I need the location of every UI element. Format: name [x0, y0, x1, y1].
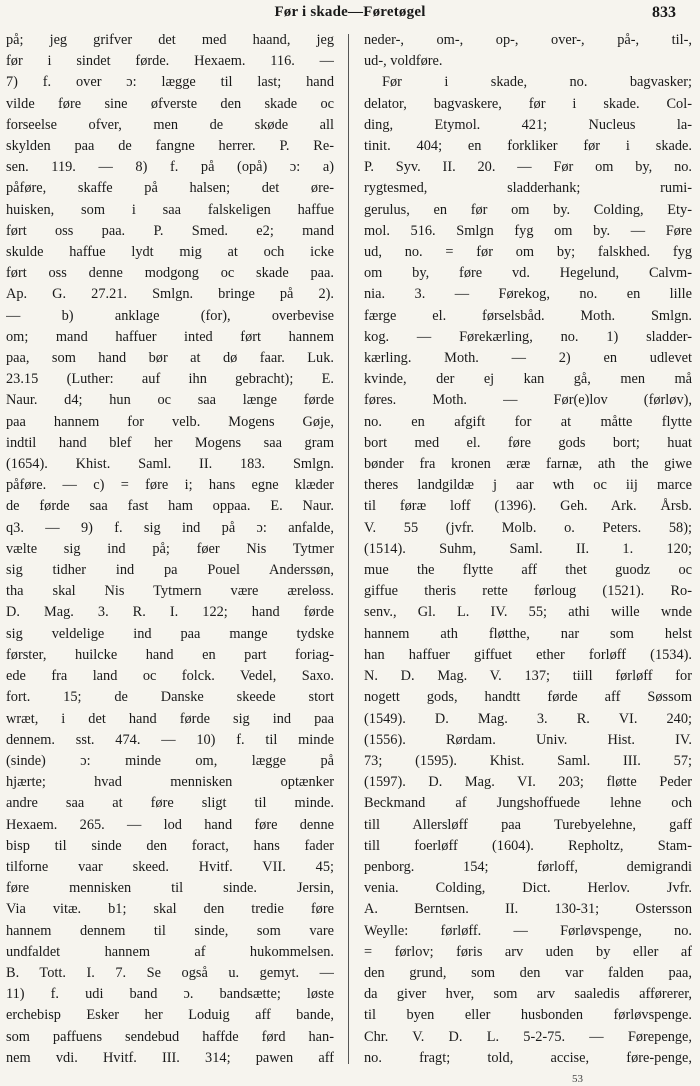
text-line: til byen eller husbonden førløvspenge. [364, 1007, 692, 1024]
text-line: skylden paa de fangne herrer. P. Re- [6, 138, 334, 155]
text-line: nogett gods, handtt førde aff Søssom [364, 689, 692, 706]
text-line: om; mand haffuer inted ført hannem [6, 328, 334, 345]
text-line: mol. 516. Smlgn fyg om by. — Føre [364, 222, 692, 239]
text-line: ding, Etymol. 421; Nucleus la- [364, 116, 692, 133]
text-line: til føræ loff (1396). Geh. Ark. Årsb. [364, 498, 692, 515]
text-line: till foerløff (1604). Repholtz, Stam- [364, 837, 692, 854]
text-line: kvinde, der ej kan gå, men må [364, 371, 692, 388]
text-line: Beckmand af Jungshoffuede lehne och [364, 795, 692, 812]
right-column [364, 30, 692, 1070]
text-line: senv., Gl. L. IV. 55; athi wille wnde [364, 604, 692, 621]
text-line: N. D. Mag. V. 137; tiill førløff for [364, 668, 692, 685]
left-column [6, 30, 334, 1070]
text-line: V. 55 (jvfr. Molb. o. Peters. 58); [364, 519, 692, 536]
text-line: sen. 119. — 8) f. på (opå) ɔ: a) [6, 159, 334, 176]
text-line: hannem dennem til sinde, som vare [6, 922, 334, 939]
text-line: ud, no. = før om by; falskhed. fyg [364, 244, 692, 261]
column-divider [348, 34, 349, 1064]
text-line: (sinde) ɔ: minde om, lægge på [6, 752, 334, 769]
text-line: gerulus, en før om by. Colding, Ety- [364, 201, 692, 218]
text-line: paa hannem for velb. Mogens Gøje, [6, 413, 334, 430]
text-line: de førde saa fast ham oppaa. E. Naur. [6, 498, 334, 515]
text-line: till Allersløff paa Turebyelehne, gaff [364, 816, 692, 833]
text-line: B. Tott. I. 7. Se også u. gemyt. — [6, 964, 334, 981]
text-line [364, 1069, 692, 1070]
text-line: føre mennisken til sinde. Jersin, [6, 880, 334, 897]
text-line: q3. — 9) f. sig ind på ɔ: anfalde, [6, 519, 334, 536]
text-line: indtil hand blef her Mogens saa gram [6, 434, 334, 451]
text-line: skulde haffue lydt mig at och icke [6, 244, 334, 261]
text-line: andre saa at føre sligt til minde. [6, 795, 334, 812]
text-line: han haffuer giffuet ether forløff (1534). [364, 646, 692, 663]
text-line: P. Syv. II. 20. — Før om by, no. [364, 159, 692, 176]
text-line: D. Mag. 3. R. I. 122; hand førde [6, 604, 334, 621]
text-line: om by, føre vd. Hegelund, Calvm- [364, 265, 692, 282]
text-line: giffue theris rette førloug (1521). Ro- [364, 583, 692, 600]
text-line: (1549). D. Mag. 3. R. VI. 240; [364, 710, 692, 727]
text-line: sig veldelige ind paa mange tydske [6, 625, 334, 642]
text-line: huisken, som i saa falskeligen haffue [6, 201, 334, 218]
text-line: theres landgildæ j aar wth oc iij marce [364, 477, 692, 494]
text-line: no. en afgift for at måtte flytte [364, 413, 692, 430]
text-line: vælte sig ind på; føer Nis Tytmer [6, 540, 334, 557]
text-line: (1654). Khist. Saml. II. 183. Smlgn. [6, 456, 334, 473]
text-line: tinit. 404; en forkliker før i skade. [364, 138, 692, 155]
text-line: påføre, skaffe på halsen; det øre- [6, 180, 334, 197]
text-line: Ap. G. 27.21. Smlgn. bringe på 2). [6, 286, 334, 303]
text-line: delator, bagvaskere, før i skade. Col- [364, 95, 692, 112]
text-line: da giver hver, som arv saaledis afførerer, [364, 986, 692, 1003]
text-line: på; jeg grifver det med haand, jeg [6, 32, 334, 48]
text-line: 11) f. udi band ɔ. bandsætte; løste [6, 986, 334, 1003]
text-line: = førlov; føris arv uden by eller af [364, 943, 692, 960]
text-line: wræt, i det hand førde sig ind paa [6, 710, 334, 727]
text-line: Weylle: førløff. — Førløvspenge, no. [364, 922, 692, 939]
text-line: påføre. — c) = føre i; hans egne klæder [6, 477, 334, 494]
text-line: før i sindet førde. Hexaem. 116. — [6, 53, 334, 70]
text-line: den grund, som den var falden paa, [364, 964, 692, 981]
text-line: hannem ath fløtthe, nar som helst [364, 625, 692, 642]
text-line: Før i skade, no. bagvasker; [382, 74, 692, 91]
text-line: som paffuens sendebud haffde førd han- [6, 1028, 334, 1045]
text-line: vilde føre sine øfverste den skade oc [6, 95, 334, 112]
text-line: paa, som hand bør at dø faar. Luk. [6, 350, 334, 367]
text-line: Naur. d4; hun oc saa længe førde [6, 392, 334, 409]
text-line: ede fra land oc folck. Vedel, Saxo. [6, 668, 334, 685]
text-line: færge el. førselsbåd. Moth. Smlgn. [364, 307, 692, 324]
text-line: sig tidher ind pa Pouel Anderssøn, [6, 562, 334, 579]
text-line: Via vitæ. b1; skal den tredie føre [6, 901, 334, 918]
text-line: dennem. sst. 474. — 10) f. til minde [6, 731, 334, 748]
text-line: (1514). Suhm, Saml. II. 1. 120; [364, 540, 692, 557]
text-line: penborg. 154; førloff, demigrandi [364, 858, 692, 875]
text-line: nem vdi. Hvitf. III. 314; pawen aff [6, 1049, 334, 1066]
text-line: — b) anklage (for), overbevise [6, 307, 334, 324]
text-line: rygtesmed, sladderhank; rumi- [364, 180, 692, 197]
text-line: førster, huilcke hand en part foriag- [6, 646, 334, 663]
running-head: Før i skade—Føretøgel [274, 4, 426, 20]
text-line: 23.15 (Luther: auf ihn gebracht); E. [6, 371, 334, 388]
text-line: bort med el. føre gods bort; huat [364, 434, 692, 451]
text-line: tilforne vaar skeed. Hvitf. VII. 45; [6, 858, 334, 875]
signature-mark: 53 [572, 1073, 583, 1085]
text-line: A. Berntsen. II. 130-31; Ostersson [364, 901, 692, 918]
text-line: fort. 15; de Danske skeede stort [6, 689, 334, 706]
text-line: venia. Colding, Dict. Herlov. Jvfr. [364, 880, 692, 897]
text-line: (1556). Rørdam. Univ. Hist. IV. [364, 731, 692, 748]
text-line: neder-, om-, op-, over-, på-, til-, [364, 32, 692, 48]
text-line: kog. — Førekærling, no. 1) sladder- [364, 328, 692, 345]
text-line: forseelse ofver, men de skøde all [6, 116, 334, 133]
text-line: ført oss paa. P. Smed. e2; mand [6, 222, 334, 239]
text-line: 7) f. over ɔ: lægge til last; hand [6, 74, 334, 91]
text-line: ført oss denne modgong oc skade paa. [6, 265, 334, 282]
text-line: erchebisp Esker her Loduig aff bande, [6, 1007, 334, 1024]
text-line: Chr. V. D. L. 5-2-75. — Førepenge, [364, 1028, 692, 1045]
text-line: undfaldet hannem af hukommelsen. [6, 943, 334, 960]
text-line: (1597). D. Mag. VI. 203; fløtte Peder [364, 774, 692, 791]
text-line: nia. 3. — Førekog, no. en lille [364, 286, 692, 303]
text-line: hjærte; hvad mennisken optænker [6, 774, 334, 791]
text-line: no. fragt; told, accise, føre-penge, [364, 1049, 692, 1066]
page-number: 833 [652, 4, 676, 21]
text-line: føres. Moth. — Før(e)lov (førløv), [364, 392, 692, 409]
page-header [0, 2, 700, 24]
text-line: Hexaem. 265. — lod hand føre denne [6, 816, 334, 833]
text-line [6, 1069, 334, 1070]
text-line: 73; (1595). Khist. Saml. III. 57; [364, 752, 692, 769]
text-line: tha skal Nis Tytmern være ærelөss. [6, 583, 334, 600]
text-line: ud-, voldføre. [364, 53, 443, 70]
text-line: kærling. Moth. — 2) en udlevet [364, 350, 692, 367]
text-line: bønder fra kronen æræ farnæ, ath the giwe [364, 456, 692, 473]
text-line: mue the flytte aff thet guodz oc [364, 562, 692, 579]
text-line: bisp til sinde den foract, hans fader [6, 837, 334, 854]
